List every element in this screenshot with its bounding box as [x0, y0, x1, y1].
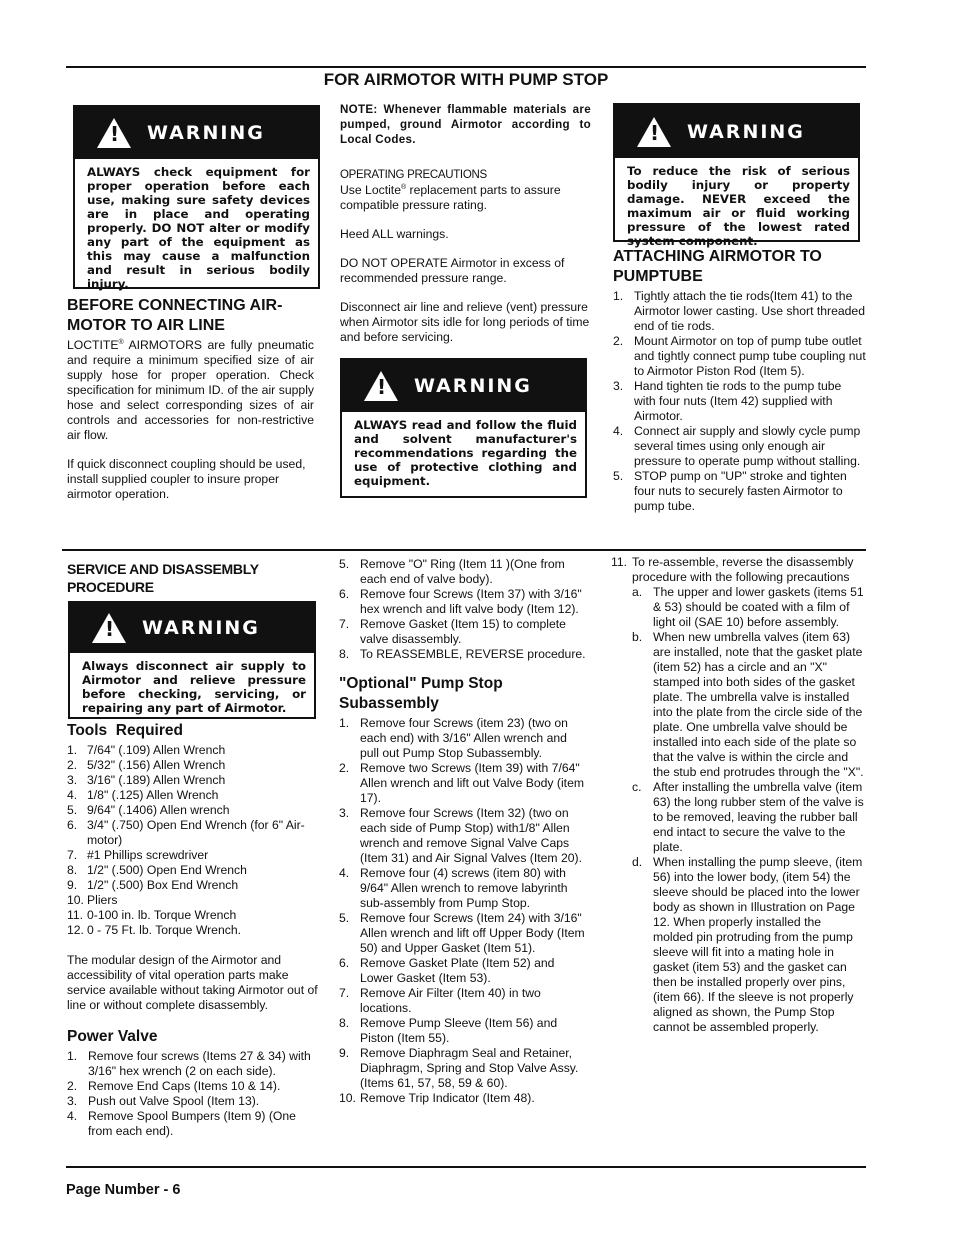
warning-label: WARNING: [147, 122, 265, 144]
tools-section: [67, 721, 323, 1139]
list-text: Remove Gasket Plate (Item 52) and Lower Gasket (Item 53).: [360, 956, 555, 985]
list-number: 5.: [613, 469, 624, 483]
list-text: 0 - 75 Ft. lb. Torque Wrench.: [87, 923, 241, 937]
power-valve-heading: Power Valve: [67, 1028, 158, 1045]
list-number: 7.: [67, 848, 78, 862]
list-text: 7/64" (.109) Allen Wrench: [87, 743, 226, 757]
list-item: [67, 1094, 323, 1109]
warning-box-disconnect: [68, 601, 316, 719]
warning-triangle-icon: !: [92, 613, 126, 643]
list-text: Remove four Screws (item 23) (two on each end) with 3/16" Allen wrench and pull out Pump Stop Subassembly.: [360, 716, 568, 760]
list-number: 6.: [67, 818, 78, 832]
list-text: When new umbrella valves (item 63) are installed, note that the gasket plate (item 52) has a circle and an "X" stamped into both sides of the gasket plate. The umbrella valve is installed into the plate from the circle side of the plate. One umbrella valve should be installed into each side of the plate so that the valve is within the circle and the stub end protrudes through the "X".: [653, 630, 864, 779]
list-item: [613, 334, 866, 379]
list-text: Hand tighten tie rods to the pump tube with four nuts (Item 42) supplied with Airmotor.: [634, 379, 842, 423]
list-item: [339, 911, 589, 956]
list-text: Remove Trip Indicator (Item 48).: [360, 1091, 535, 1105]
list-item: [339, 587, 589, 617]
list-text: Pliers: [87, 893, 118, 907]
list-number: d.: [632, 855, 643, 869]
list-item: [339, 617, 589, 647]
modular-paragraph: The modular design of the Airmotor and accessibility of vital operation parts make service available without taking Airmotor out of line or without complete disassembly.: [67, 953, 318, 1012]
list-number: 1.: [67, 1049, 78, 1063]
tools-heading: Tools Required: [67, 722, 183, 739]
list-number: 7.: [339, 617, 350, 631]
list-number: 2.: [613, 334, 624, 348]
power-valve-continued: [339, 557, 589, 1106]
list-item: [339, 647, 589, 662]
warning-text: ALWAYS read and follow the fluid and solvent manufacturer's recommendations regarding the use of protective clothing and equipment.: [354, 418, 577, 488]
list-item: [67, 923, 323, 938]
warning-text: ALWAYS check equipment for proper operation before each use, making sure safety devices are in place and operating properly. DO NOT alter or modify any part of the equipment as this may cause a malfunction and result in serious bodily injury.: [87, 165, 310, 291]
list-item: [613, 289, 866, 334]
list-item: [339, 956, 589, 986]
list-item: [613, 469, 866, 514]
list-number: 3.: [613, 379, 624, 393]
list-item: [67, 818, 323, 848]
list-item: [67, 848, 323, 863]
before-paragraph-1: LOCTITE® AIRMOTORS are fully pneumatic and require a minimum specified size of air supply hose for proper operation. Check specification for minimum ID. of the air supply hose and select corresponding sizes of air controls and accessories for non-restrictive air flow.: [67, 338, 314, 442]
list-text: To REASSEMBLE, REVERSE procedure.: [360, 647, 586, 661]
list-text: STOP pump on "UP" stroke and tighten four nuts to securely fasten Airmotor to pump tube.: [634, 469, 847, 513]
page-number: Page Number - 6: [66, 1182, 181, 1198]
list-item: [67, 1079, 323, 1094]
list-item: [67, 863, 323, 878]
power-valve-continued-list: [339, 557, 589, 662]
list-item: [339, 806, 589, 866]
warning-triangle-icon: !: [364, 371, 398, 401]
list-text: Remove four Screws (Item 24) with 3/16" Allen wrench and lift off Upper Body (Item 50) and Upper Gasket (Item 51).: [360, 911, 585, 955]
list-text: 0-100 in. lb. Torque Wrench: [87, 908, 237, 922]
list-item: [67, 893, 323, 908]
list-text: The upper and lower gaskets (items 51 & 53) should be coated with a film of light oil (SAE 10) before assembly.: [653, 585, 864, 629]
before-paragraph-2: If quick disconnect coupling should be used, install supplied coupler to insure proper airmotor operation.: [67, 457, 306, 501]
bottom-rule: [66, 1166, 866, 1168]
warning-label: WARNING: [142, 617, 260, 639]
list-item: [339, 1046, 589, 1091]
list-item: [67, 788, 323, 803]
list-text: 5/32" (.156) Allen Wrench: [87, 758, 226, 772]
attaching-heading: ATTACHING AIRMOTOR TO PUMPTUBE: [613, 248, 822, 285]
list-number: 4.: [67, 788, 78, 802]
reassemble-list: [611, 555, 864, 1035]
list-text: Remove "O" Ring (Item 11 )(One from each end of valve body).: [360, 557, 565, 586]
list-number: 1.: [67, 743, 78, 757]
list-item: [339, 866, 589, 911]
list-text: Remove Diaphragm Seal and Retainer, Diaphragm, Spring and Stop Valve Assy. (Items 61, 57, 58, 59 & 60).: [360, 1046, 579, 1090]
list-item: 11. To re-assemble, reverse the disassembly procedure with the following precautions a. The upper and lower gaskets (items 51 & 53) should be coated with a film of light oil (SAE 10) before assembly. b. When new umbrella valves (item 63) are installed, note that the gasket plate (item 52) has a circle and an "X" stamped into both sides of the gasket plate. The umbrella valve is installed into the plate from the circle side of the plate. One umbrella valve should be installed into each side of the plate so that the valve is within the circle and the stub end protrudes through the "X". c. After installing the umbrella valve (item 63) the long rubber stem of the valve is to be removed, leaving the rubber ball end intact to secure the valve to the plate. d. When installing the pump sleeve, (item 56) into the lower body, (item 54) the sleeve should be placed into the lower body as shown in Illustration on Page 12. When properly installed the molded pin protruding from the pump sleeve will fit into a mating hole in gasket (item 53) and the gasket can then be installed properly over pins, (item 66). If the sleeve is not properly aligned as shown, the Pump Stop cannot be assembled properly.: [611, 555, 864, 1034]
service-section: [67, 560, 322, 598]
flammable-note: NOTE: Whenever flammable materials are pumped, ground Airmotor according to Local Codes.: [340, 103, 591, 146]
list-item: [632, 630, 864, 780]
list-item: [613, 424, 866, 469]
list-number: 11.: [67, 908, 84, 922]
list-text: Remove Pump Sleeve (Item 56) and Piston (Item 55).: [360, 1016, 558, 1045]
warning-text: To reduce the risk of serious bodily injury or property damage. NEVER exceed the maximum air or fluid working pressure of the lowest rated system component.: [627, 164, 850, 248]
list-text: Remove four (4) screws (item 80) with 9/64" Allen wrench to remove labyrinth sub-assembly from Pump Stop.: [360, 866, 568, 910]
list-item: [67, 758, 323, 773]
list-number: 6.: [339, 956, 350, 970]
list-item: [67, 773, 323, 788]
list-text: Remove two Screws (Item 39) with 7/64" Allen wrench and lift out Valve Body (item 17).: [360, 761, 584, 805]
list-item: [632, 780, 864, 855]
list-item: [67, 1049, 323, 1079]
operating-precautions: OPERATING PRECAUTIONS Use Loctite® replacement parts to assure compatible pressure rating.: [340, 169, 561, 212]
list-text: Remove Air Filter (Item 40) in two locations.: [360, 986, 541, 1015]
list-number: a.: [632, 585, 643, 599]
list-number: 5.: [67, 803, 78, 817]
list-text: 3/4" (.750) Open End Wrench (for 6" Air-motor): [87, 818, 305, 847]
list-number: 3.: [339, 806, 350, 820]
list-item: [632, 585, 864, 630]
list-number: 8.: [67, 863, 78, 877]
list-item: [339, 761, 589, 806]
list-text: 1/2" (.500) Box End Wrench: [87, 878, 239, 892]
list-number: 12.: [67, 923, 84, 937]
list-number: 9.: [67, 878, 78, 892]
list-item: [613, 379, 866, 424]
warning-box-equipment: [73, 105, 320, 289]
list-number: 10.: [67, 893, 84, 907]
list-item: [339, 1091, 589, 1106]
list-number: 9.: [339, 1046, 350, 1060]
power-valve-list: [67, 1049, 323, 1139]
list-text: Remove End Caps (Items 10 & 14).: [88, 1079, 281, 1093]
disconnect-air-line: Disconnect air line and relieve (vent) pressure when Airmotor sits idle for long periods of time and before servicing.: [340, 300, 590, 344]
list-text: Remove four Screws (Item 32) (two on each side of Pump Stop) with1/8" Allen wrench and remove Signal Valve Caps (Item 31) and Air Signal Valves (Item 20).: [360, 806, 582, 865]
page-title: FOR AIRMOTOR WITH PUMP STOP: [323, 70, 609, 89]
list-number: 5.: [339, 911, 350, 925]
list-number: 1.: [339, 716, 350, 730]
list-text: 1/8" (.125) Allen Wrench: [87, 788, 219, 802]
reassemble-sub-list: [632, 585, 864, 1035]
list-number: 4.: [67, 1109, 78, 1123]
do-not-operate: DO NOT OPERATE Airmotor in excess of recommended pressure range.: [340, 256, 565, 285]
warning-triangle-icon: !: [637, 117, 671, 147]
list-number: 4.: [339, 866, 350, 880]
list-item: [67, 803, 323, 818]
list-text: Remove Gasket (Item 15) to complete valve disassembly.: [360, 617, 566, 646]
list-number: 4.: [613, 424, 624, 438]
list-text: #1 Phillips screwdriver: [87, 848, 209, 862]
list-number: 2.: [67, 1079, 78, 1093]
list-text: 9/64" (.1406) Allen wrench: [87, 803, 230, 817]
warning-box-fluid: [340, 358, 587, 498]
operating-section: [340, 102, 591, 359]
reassemble-section: [611, 555, 864, 1035]
list-item: [632, 855, 864, 1035]
list-text: Push out Valve Spool (Item 13).: [88, 1094, 260, 1108]
list-text: Remove four Screws (Item 37) with 3/16" hex wrench and lift valve body (Item 12).: [360, 587, 582, 616]
list-number: 1.: [613, 289, 624, 303]
list-number: 2.: [67, 758, 78, 772]
list-text: Mount Airmotor on top of pump tube outlet and tightly connect pump tube coupling nut to Airmotor Piston Rod (Item 5).: [634, 334, 866, 378]
warning-triangle-icon: !: [97, 118, 131, 148]
warning-box-pressure: [613, 103, 860, 248]
warning-label: WARNING: [414, 375, 532, 397]
heed-warnings: Heed ALL warnings.: [340, 227, 449, 241]
list-item: [339, 986, 589, 1016]
optional-heading: "Optional" Pump Stop Subassembly: [339, 675, 503, 712]
list-item: [339, 557, 589, 587]
list-number: b.: [632, 630, 643, 644]
attaching-steps: [613, 289, 866, 514]
list-text: Remove Spool Bumpers (Item 9) (One from each end).: [88, 1109, 296, 1138]
warning-text: Always disconnect air supply to Airmotor and relieve pressure before checking, servicing, or repairing any part of Airmotor.: [82, 659, 306, 715]
list-item: [339, 716, 589, 761]
optional-pump-stop-list: [339, 716, 589, 1106]
list-item: [339, 1016, 589, 1046]
list-text: Remove four screws (Items 27 & 34) with 3/16" hex wrench (2 on each side).: [88, 1049, 311, 1078]
list-item: [67, 878, 323, 893]
list-number: 2.: [339, 761, 350, 775]
list-item: [67, 1109, 323, 1139]
list-text: 3/16" (.189) Allen Wrench: [87, 773, 226, 787]
list-number: 5.: [339, 557, 350, 571]
before-connecting-section: [67, 296, 314, 516]
list-number: 8.: [339, 1016, 350, 1030]
list-number: 7.: [339, 986, 350, 1000]
warning-label: WARNING: [687, 120, 805, 143]
top-rule: [66, 66, 866, 68]
tools-list: [67, 743, 323, 938]
list-number: c.: [632, 780, 642, 794]
before-connecting-heading: BEFORE CONNECTING AIR-MOTOR TO AIR LINE: [67, 297, 283, 334]
list-number: 10.: [339, 1091, 356, 1105]
service-heading: SERVICE AND DISASSEMBLY PROCEDURE: [67, 561, 259, 595]
list-text: Tightly attach the tie rods(Item 41) to the Airmotor lower casting. Use short threaded end of tie rods.: [634, 289, 865, 333]
list-item: [67, 908, 323, 923]
list-number: 3.: [67, 1094, 78, 1108]
list-text: 1/2" (.500) Open End Wrench: [87, 863, 247, 877]
list-number: 8.: [339, 647, 350, 661]
attaching-section: [613, 247, 866, 514]
list-text: After installing the umbrella valve (item 63) the long rubber stem of the valve is to be removed, leaving the rubber ball end intact to secure the valve to the plate.: [653, 780, 864, 854]
list-text: Connect air supply and slowly cycle pump several times using only enough air pressure to operate pump without stalling.: [634, 424, 861, 468]
list-number: 3.: [67, 773, 78, 787]
list-text: When installing the pump sleeve, (item 56) into the lower body, (item 54) the sleeve should be placed into the lower body as shown in Illustration on Page 12. When properly installed the molded pin protruding from the pump sleeve will fit into a mating hole in gasket (item 53) and the gasket can then be installed properly over pins, (item 66). If the sleeve is not properly aligned as shown, the Pump Stop cannot be assembled properly.: [653, 855, 863, 1034]
section-rule: [62, 549, 866, 551]
list-number: 6.: [339, 587, 350, 601]
list-item: [67, 743, 323, 758]
